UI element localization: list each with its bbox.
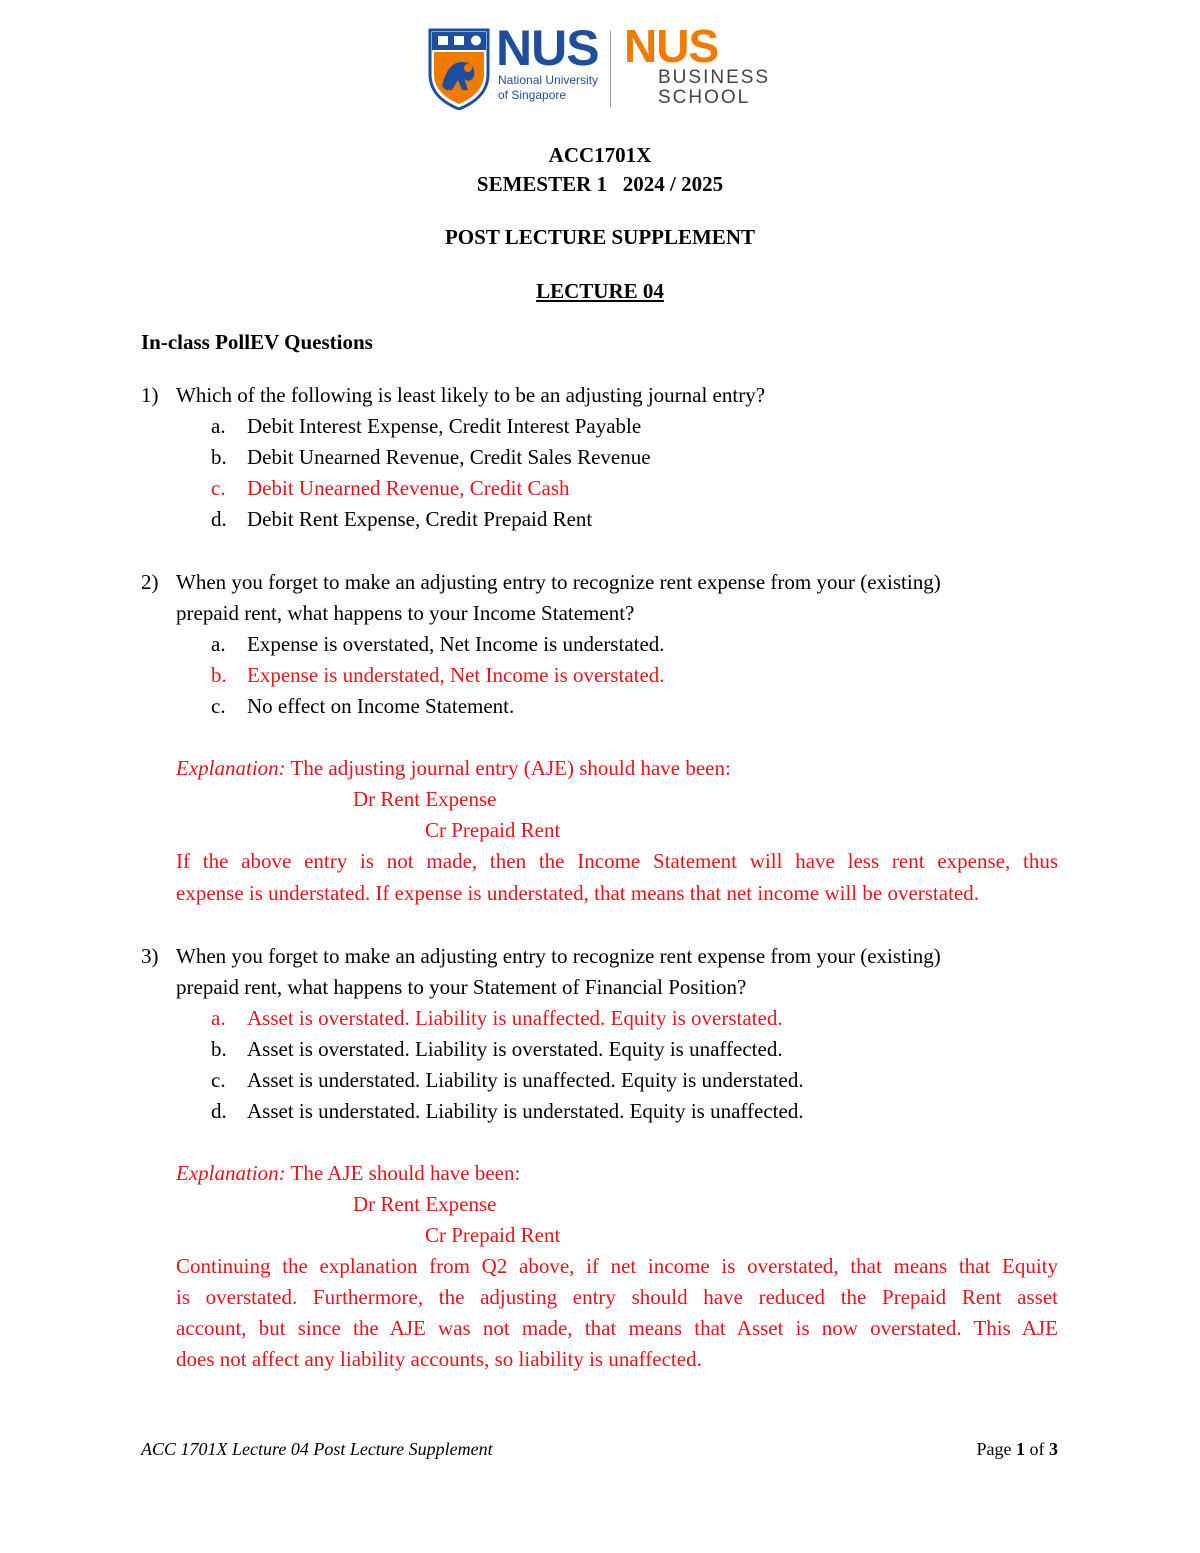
nus-logo [428, 20, 774, 111]
correct-option-letter: c. [211, 476, 226, 500]
university-name-line1: National University [498, 73, 599, 87]
nus-crest-icon [428, 28, 490, 110]
option-text: Expense is overstated, Net Income is understated. [247, 632, 665, 656]
document-title: POST LECTURE SUPPLEMENT [444, 225, 755, 249]
semester: SEMESTER 1 2024 / 2025 [476, 172, 724, 196]
page-number [860, 1437, 1058, 1461]
explanation-line2: expense is understated. If expense is understated, that means that net income will be overstated. [176, 881, 979, 905]
explanation-line3: account, but since the AJE was not made, that means that Asset is now overstated. This AJE [176, 1316, 1058, 1340]
option-letter: c. [211, 1068, 226, 1092]
explanation-label: Explanation: [176, 756, 286, 780]
correct-option-letter: a. [211, 1006, 226, 1030]
university-name-line2: of Singapore [498, 88, 567, 102]
explanation-intro-text: The adjusting journal entry (AJE) should have been: [285, 756, 731, 780]
correct-option-text: Debit Unearned Revenue, Credit Cash [247, 476, 570, 500]
credit-entry: Cr Prepaid Rent [425, 1223, 561, 1247]
debit-entry: Dr Rent Expense [353, 787, 497, 811]
logo-divider [610, 31, 611, 107]
option-text: Asset is understated. Liability is unaffected. Equity is understated. [247, 1068, 804, 1092]
option-text: Debit Interest Expense, Credit Interest Payable [247, 414, 642, 438]
credit-entry: Cr Prepaid Rent [425, 818, 561, 842]
lecture-number-text: LECTURE 04 [536, 279, 664, 303]
question-text-line2: prepaid rent, what happens to your Statement of Financial Position? [176, 975, 747, 999]
footer-title: ACC 1701X Lecture 04 Post Lecture Supplement [141, 1439, 493, 1459]
option-text: Asset is overstated. Liability is overstated. Equity is unaffected. [247, 1037, 783, 1061]
question-text: Which of the following is least likely to be an adjusting journal entry? [176, 383, 766, 407]
question-number: 2) [141, 570, 159, 594]
section-heading: In-class PollEV Questions [141, 330, 373, 354]
option-letter: d. [211, 1099, 227, 1123]
option-letter: c. [211, 694, 226, 718]
option-text: Asset is understated. Liability is understated. Equity is unaffected. [247, 1099, 804, 1123]
explanation-intro [176, 753, 731, 784]
page-total: 3 [1049, 1439, 1058, 1459]
business-school-line2: SCHOOL [658, 87, 751, 108]
business-school-nus-wordmark: NUS [624, 20, 719, 72]
question-text-line2: prepaid rent, what happens to your Income Statement? [176, 601, 635, 625]
option-text: Debit Rent Expense, Credit Prepaid Rent [247, 507, 593, 531]
explanation-line1: If the above entry is not made, then the Income Statement will have less rent expense, thus [176, 849, 1058, 873]
business-school-line1: BUSINESS [658, 67, 771, 88]
explanation-intro [176, 1158, 520, 1189]
option-letter: a. [211, 632, 226, 656]
course-code: ACC1701X [548, 143, 652, 167]
question-number: 1) [141, 383, 159, 407]
lecture-number [0, 276, 1200, 307]
option-letter: b. [211, 445, 227, 469]
page-current: 1 [1016, 1439, 1025, 1459]
nus-wordmark: NUS [496, 20, 599, 76]
correct-option-text: Asset is overstated. Liability is unaffected. Equity is overstated. [247, 1006, 783, 1030]
debit-entry: Dr Rent Expense [353, 1192, 497, 1216]
correct-option-text: Expense is understated, Net Income is overstated. [247, 663, 665, 687]
explanation-line4: does not affect any liability accounts, so liability is unaffected. [176, 1347, 702, 1371]
explanation-line1: Continuing the explanation from Q2 above, if net income is overstated, that means that Equity [176, 1254, 1058, 1278]
explanation-intro-text: The AJE should have been: [285, 1161, 521, 1185]
option-letter: a. [211, 414, 226, 438]
option-letter: d. [211, 507, 227, 531]
page-of: of [1025, 1439, 1049, 1459]
explanation-label: Explanation: [176, 1161, 286, 1185]
option-letter: b. [211, 1037, 227, 1061]
question-text-line1: When you forget to make an adjusting entry to recognize rent expense from your (existing) [176, 570, 941, 594]
correct-option-letter: b. [211, 663, 227, 687]
explanation-line2: is overstated. Furthermore, the adjusting entry should have reduced the Prepaid Rent asset [176, 1285, 1058, 1309]
option-text: No effect on Income Statement. [247, 694, 515, 718]
question-text-line1: When you forget to make an adjusting entry to recognize rent expense from your (existing) [176, 944, 941, 968]
question-number: 3) [141, 944, 159, 968]
option-text: Debit Unearned Revenue, Credit Sales Revenue [247, 445, 651, 469]
page-label: Page [976, 1439, 1016, 1459]
